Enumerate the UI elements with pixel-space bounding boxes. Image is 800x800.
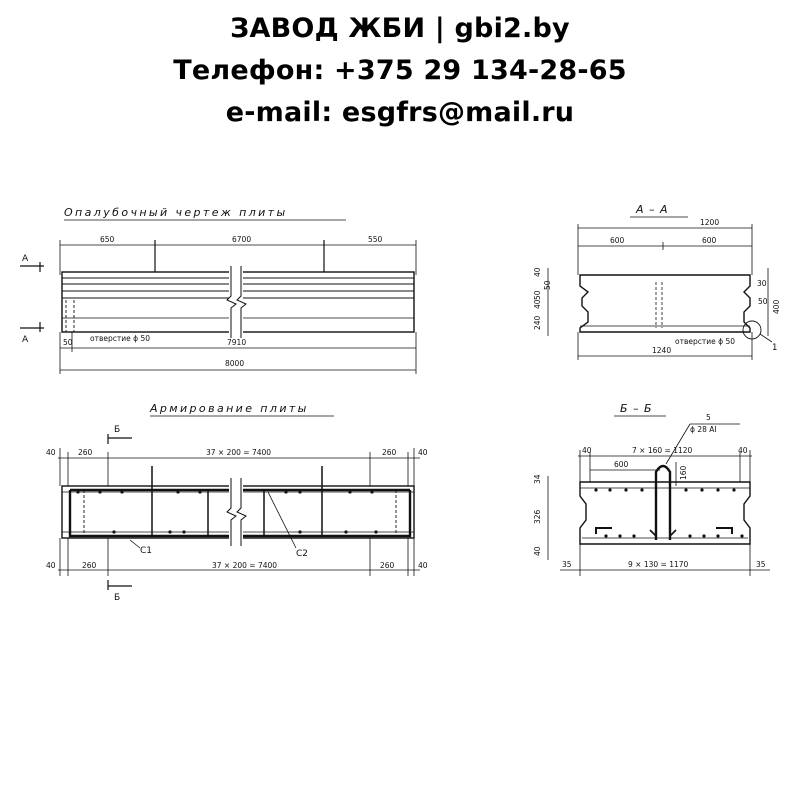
loop-ends [650, 530, 676, 536]
reinf-top-right: 260 [382, 448, 397, 457]
header-phone: Телефон: +375 29 134-28-65 [173, 55, 627, 86]
reinf-top-left: 260 [78, 448, 93, 457]
reinf-bot-edge-right: 40 [418, 561, 428, 570]
aa-dim-h5: 240 [533, 315, 542, 330]
rebar-dot [112, 530, 115, 533]
aa-dim-r2: 50 [758, 297, 768, 306]
rebar-dot [168, 530, 171, 533]
bb-dim-bot-mid: 9 × 130 = 1170 [628, 560, 689, 569]
reinf-bot-mid: 37 × 200 = 7400 [212, 561, 278, 570]
reinf-bot-left: 260 [82, 561, 97, 570]
bb-dim-bot-left: 35 [562, 560, 572, 569]
rebar-dot [98, 490, 101, 493]
rebar-dot [608, 488, 611, 491]
reinforcement-title: Армирование плиты [150, 402, 309, 415]
reinf-top-mid: 37 × 200 = 7400 [206, 448, 272, 457]
aa-dim-h2: 50 [543, 280, 552, 290]
formwork-dim-inner: 7910 [227, 338, 247, 347]
bent-bar [716, 528, 732, 534]
bb-dim-spacing: 7 × 160 = 1120 [632, 446, 693, 455]
section-bb [533, 402, 770, 576]
aa-dim-right: 600 [702, 236, 717, 245]
section-bb-title: Б – Б [620, 402, 653, 415]
bent-bar [596, 528, 612, 534]
aa-callout: 1 [772, 343, 778, 353]
rebar-dot [344, 530, 347, 533]
reinf-label-c2: С2 [296, 549, 309, 559]
rebar-dot [298, 530, 301, 533]
rebar-dot [604, 534, 607, 537]
rebar-dot [740, 534, 743, 537]
aa-callout-leader [760, 334, 772, 342]
rebar-dot [702, 534, 705, 537]
lifting-loop [656, 466, 670, 540]
section-aa-title: А – А [636, 203, 669, 216]
formwork-title: Опалубочный чертеж плиты [64, 206, 288, 219]
cut-a-label-bottom: А [22, 335, 29, 345]
rebar-dot [700, 488, 703, 491]
formwork-dim-edge: 50 [63, 338, 73, 347]
header-company: ЗАВОД ЖБИ | gbi2.by [230, 13, 570, 44]
rebar-dot [732, 488, 735, 491]
bb-dim-h3: 40 [533, 546, 542, 556]
c1-leader [130, 540, 140, 548]
bb-callout-num: 5 [706, 413, 711, 422]
aa-dim-r1: 30 [757, 279, 767, 288]
rebar-dot [624, 488, 627, 491]
reinf-top-edge-left: 40 [46, 448, 56, 457]
bb-dim-160: 160 [679, 465, 688, 480]
reinf-label-c1: С1 [140, 546, 153, 556]
cut-b-label-bottom: Б [114, 593, 121, 603]
rebar-dot [76, 490, 79, 493]
rebar-dot [374, 530, 377, 533]
aa-dim-total: 1200 [700, 218, 720, 227]
aa-dim-left: 600 [610, 236, 625, 245]
reinforcement-drawing [46, 402, 428, 603]
rebar-dot [370, 490, 373, 493]
reinf-bot-edge-left: 40 [46, 561, 56, 570]
rebar-dot [716, 488, 719, 491]
rebar-dot [594, 488, 597, 491]
bb-dim-h1: 34 [533, 474, 542, 484]
rebar-dot [688, 534, 691, 537]
rebar-dot [298, 490, 301, 493]
formwork-dim-mid: 6700 [232, 235, 252, 244]
formwork-hole-label: отверстие ϕ 50 [90, 334, 150, 343]
rebar-dot [284, 490, 287, 493]
rebar-dot [120, 490, 123, 493]
rebar-dot [640, 488, 643, 491]
aa-dim-h1: 40 [533, 267, 542, 277]
reinf-top-edge-right: 40 [418, 448, 428, 457]
bb-callout-leader [666, 424, 690, 464]
rebar-dot [716, 534, 719, 537]
formwork-dim-left: 650 [100, 235, 115, 244]
formwork-dim-right: 550 [368, 235, 383, 244]
rebar-dot [348, 490, 351, 493]
section-aa [533, 203, 781, 360]
rebar-dot [198, 490, 201, 493]
rebar-dot [618, 534, 621, 537]
bb-dim-600: 600 [614, 460, 629, 469]
bb-dim-right-edge: 40 [738, 446, 748, 455]
aa-dim-h3: 50 [533, 290, 542, 300]
rebar-dot [182, 530, 185, 533]
aa-hole-label: отверстие ϕ 50 [675, 337, 735, 346]
bb-dim-left-edge: 40 [582, 446, 592, 455]
formwork-drawing [20, 206, 416, 374]
bb-dim-h2: 326 [533, 509, 542, 524]
bb-dim-bot-right: 35 [756, 560, 766, 569]
cut-a-label-top: А [22, 254, 29, 264]
formwork-dim-total: 8000 [225, 359, 245, 368]
header-email: e-mail: esgfrs@mail.ru [225, 97, 575, 128]
aa-dim-h4: 40 [533, 299, 542, 309]
aa-section-outline [580, 275, 750, 332]
aa-dim-r3: 400 [772, 299, 781, 314]
rebar-dot [684, 488, 687, 491]
cut-b-label-top: Б [114, 425, 121, 435]
rebar-dot [176, 490, 179, 493]
bb-callout-spec: ϕ 28 АI [690, 425, 717, 434]
rebar-dot [632, 534, 635, 537]
reinf-bot-right: 260 [380, 561, 395, 570]
c2-leader [268, 492, 296, 548]
aa-dim-bottom: 1240 [652, 346, 672, 355]
